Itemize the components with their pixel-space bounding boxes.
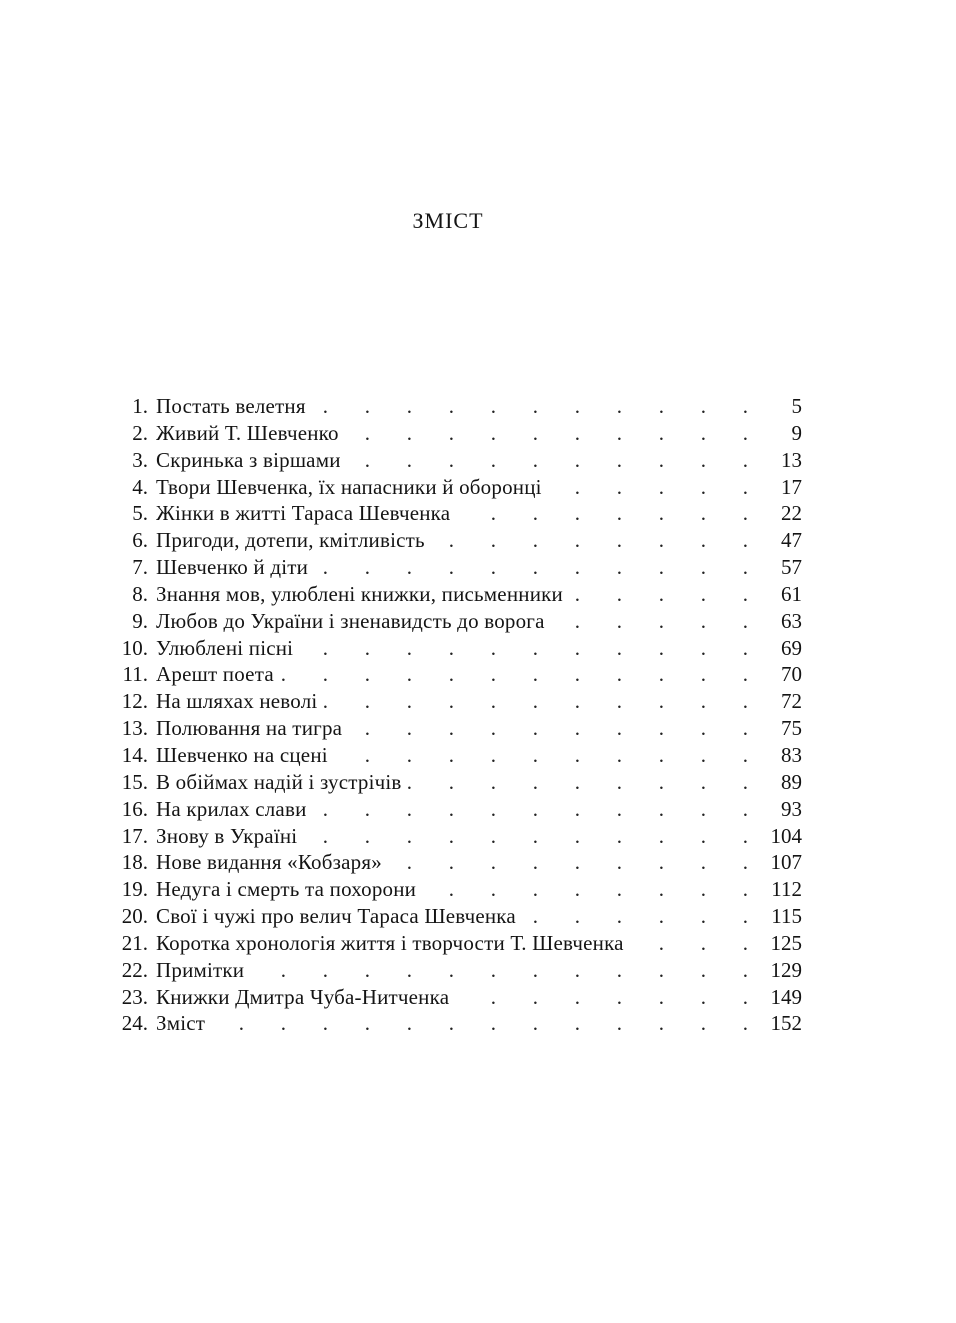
toc-entry-title: Знову в Україні <box>156 823 298 848</box>
toc-entry-number: 8. <box>132 581 148 606</box>
toc-entry <box>100 769 802 796</box>
toc-entry-number: 4. <box>132 474 148 499</box>
dot-leader <box>548 474 748 501</box>
toc-entry <box>100 688 802 715</box>
toc-entry-page-number: 149 <box>770 984 802 1009</box>
toc-entry-title: Арешт поета <box>156 662 274 687</box>
page-title: ЗМІСТ <box>412 208 484 233</box>
toc-entry <box>100 930 802 957</box>
toc-entry-number: 22. <box>121 957 148 982</box>
toc-entry <box>100 581 802 608</box>
dot-leader <box>348 715 748 742</box>
toc-entry-page-number: 75 <box>781 716 802 741</box>
toc-entry-number: 19. <box>121 877 148 902</box>
dot-leader <box>569 581 748 608</box>
dot-leader <box>408 769 748 796</box>
toc-entry-title: В обіймах надій і зустрічів <box>156 769 402 794</box>
dot-leader <box>345 420 748 447</box>
dot-leader <box>347 447 748 474</box>
toc-entry-number: 11. <box>122 662 148 687</box>
toc-entry-number: 1. <box>132 394 148 418</box>
toc-entry <box>100 849 802 876</box>
toc-entry-title: Пригоди, дотепи, кмітливість <box>156 528 425 553</box>
toc-entry-number: 24. <box>121 1011 148 1036</box>
toc-entry-page-number: 57 <box>781 555 802 580</box>
toc-entry <box>100 903 802 930</box>
toc-entry-number: 21. <box>121 930 148 955</box>
dot-leader <box>522 903 748 930</box>
dot-leader <box>211 1010 748 1037</box>
toc-entry-page-number: 61 <box>781 581 802 606</box>
toc-entry-page-number: 47 <box>781 528 802 553</box>
dot-leader <box>551 608 748 635</box>
toc-entry <box>100 500 802 527</box>
toc-entry-number: 20. <box>121 904 148 929</box>
toc-entry <box>100 474 802 501</box>
toc-entry-title: Постать велетня <box>156 394 306 418</box>
toc-entry-page-number: 17 <box>781 474 802 499</box>
toc-entry-page-number: 93 <box>781 796 802 821</box>
toc-entry-page-number: 69 <box>781 635 802 660</box>
dot-leader <box>299 635 748 662</box>
toc-entry-title: Книжки Дмитра Чуба-Нитченка <box>156 984 450 1009</box>
toc-entry-page-number: 5 <box>791 394 802 418</box>
dot-leader <box>334 742 748 769</box>
table-of-contents <box>100 393 802 1037</box>
toc-entry-title: Нове видання «Кобзаря» <box>156 850 382 875</box>
toc-entry <box>100 823 802 850</box>
toc-entry <box>100 635 802 662</box>
toc-entry-number: 2. <box>132 420 148 445</box>
toc-entry-title: Недуга і смерть та похорони <box>156 877 417 902</box>
dot-leader <box>312 393 748 420</box>
dot-leader <box>323 688 748 715</box>
toc-entry-page-number: 83 <box>781 742 802 767</box>
toc-entry-page-number: 9 <box>791 420 802 445</box>
toc-entry-page-number: 107 <box>770 850 802 875</box>
toc-entry-page-number: 63 <box>781 608 802 633</box>
toc-entry-title: Шевченко й діти <box>156 555 309 580</box>
toc-entry <box>100 984 802 1011</box>
toc-entry-title: Улюблені пісні <box>156 635 294 660</box>
toc-entry-page-number: 112 <box>771 877 802 902</box>
toc-entry-title: Свої і чужі про велич Тараса Шевченка <box>156 904 516 929</box>
toc-entry <box>100 661 802 688</box>
toc-entry-title: Любов до України і зненавидсть до ворога <box>156 608 545 633</box>
toc-entry-page-number: 89 <box>781 769 802 794</box>
toc-entry-page-number: 152 <box>770 1011 802 1036</box>
toc-entry-title: На крилах слави <box>156 796 307 821</box>
dot-leader <box>422 876 748 903</box>
toc-entry-title: Шевченко на сцені <box>156 742 328 767</box>
toc-entry-page-number: 72 <box>781 689 802 714</box>
toc-entry-number: 12. <box>121 689 148 714</box>
toc-entry-number: 5. <box>132 501 148 526</box>
toc-entry <box>100 715 802 742</box>
toc-entry <box>100 1010 802 1037</box>
toc-entry-number: 16. <box>121 796 148 821</box>
dot-leader <box>431 527 748 554</box>
toc-entry-number: 15. <box>121 769 148 794</box>
dot-leader <box>303 823 748 850</box>
toc-entry-number: 9. <box>132 608 148 633</box>
toc-entry-page-number: 22 <box>781 501 802 526</box>
toc-entry-title: Твори Шевченка, їх напасники й оборонці <box>156 474 542 499</box>
toc-entry-title: Знання мов, улюблені книжки, письменники <box>156 581 563 606</box>
dot-leader <box>280 661 748 688</box>
toc-entry-number: 14. <box>121 742 148 767</box>
toc-entry-title: Жінки в житті Тараса Шевченка <box>156 501 451 526</box>
dot-leader <box>388 849 748 876</box>
dot-leader <box>313 796 748 823</box>
toc-entry-title: Коротка хронологія життя і творчости Т. Шевченка <box>156 930 624 955</box>
dot-leader <box>630 930 748 957</box>
toc-entry-page-number: 70 <box>781 662 802 687</box>
dot-leader <box>314 554 748 581</box>
toc-entry-title: Скринька з віршами <box>156 447 341 472</box>
toc-entry-page-number: 129 <box>770 957 802 982</box>
toc-entry-page-number: 13 <box>781 447 802 472</box>
toc-entry <box>100 420 802 447</box>
toc-entry <box>100 876 802 903</box>
toc-entry-number: 18. <box>121 850 148 875</box>
toc-entry-title: Зміст <box>156 1011 206 1036</box>
toc-entry-title: Примітки <box>156 957 245 982</box>
toc-entry-number: 17. <box>121 823 148 848</box>
toc-entry <box>100 608 802 635</box>
toc-entry-page-number: 104 <box>770 823 802 848</box>
dot-leader <box>455 984 748 1011</box>
dot-leader <box>456 500 748 527</box>
toc-entry <box>100 742 802 769</box>
toc-entry-number: 6. <box>132 528 148 553</box>
toc-entry-number: 3. <box>132 447 148 472</box>
toc-entry <box>100 447 802 474</box>
toc-entry <box>100 957 802 984</box>
toc-entry-page-number: 115 <box>771 904 802 929</box>
toc-entry-number: 10. <box>121 635 148 660</box>
toc-entry <box>100 527 802 554</box>
toc-entry-number: 23. <box>121 984 148 1009</box>
toc-entry <box>100 393 802 420</box>
toc-entry-number: 7. <box>132 555 148 580</box>
toc-entry-title: На шляхах неволі <box>156 689 318 714</box>
toc-entry <box>100 796 802 823</box>
toc-entry-title: Полювання на тигра <box>156 716 343 741</box>
toc-entry <box>100 554 802 581</box>
toc-entry-page-number: 125 <box>770 930 802 955</box>
toc-entry-number: 13. <box>121 716 148 741</box>
toc-entry-title: Живий Т. Шевченко <box>156 420 339 445</box>
dot-leader <box>250 957 748 984</box>
